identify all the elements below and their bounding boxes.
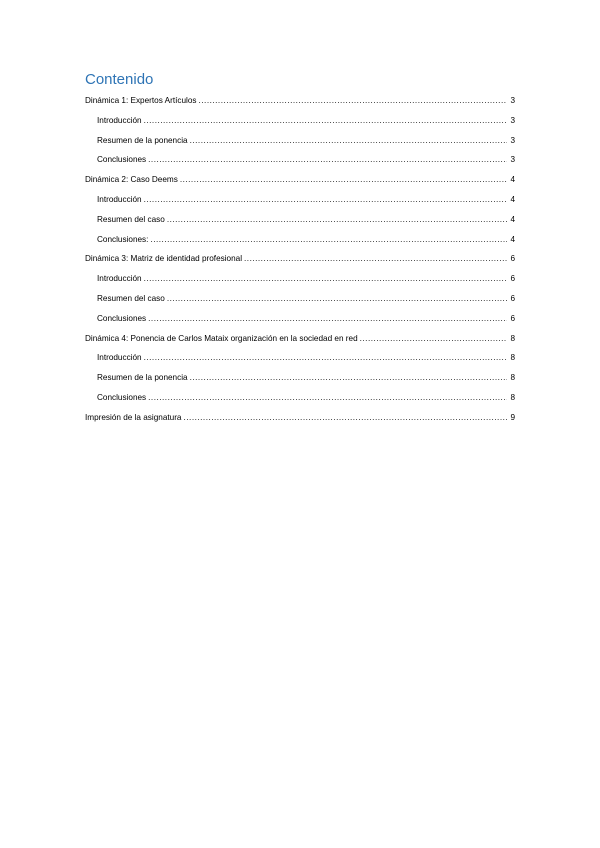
toc-entry-section[interactable] xyxy=(85,329,515,349)
toc-page-number: 4 xyxy=(510,234,515,244)
toc-entry-subsection[interactable] xyxy=(85,111,515,131)
toc-dot-leader xyxy=(244,249,507,269)
toc-entry-subsection[interactable] xyxy=(85,131,515,151)
toc-entry-subsection[interactable] xyxy=(85,210,515,230)
toc-entry-text: Introducción xyxy=(97,194,142,204)
toc-dot-leader xyxy=(144,190,507,210)
toc-entry-text: Dinámica 4: Ponencia de Carlos Mataix organización en la sociedad en red xyxy=(85,333,358,343)
toc-page-number: 3 xyxy=(510,135,515,145)
toc-entry-subsection[interactable] xyxy=(85,150,515,170)
toc-dot-leader xyxy=(148,309,507,329)
toc-dot-leader xyxy=(167,210,507,230)
toc-dot-leader xyxy=(144,111,507,131)
toc-title: Contenido xyxy=(85,71,154,88)
toc-entry-text: Impresión de la asignatura xyxy=(85,412,182,422)
toc-entry-text: Conclusiones xyxy=(97,313,147,323)
toc-page-number: 8 xyxy=(510,373,515,383)
toc-page-number: 6 xyxy=(510,254,515,264)
toc-page-number: 3 xyxy=(510,96,515,105)
toc-dot-leader xyxy=(184,408,508,428)
toc-entry-subsection[interactable] xyxy=(85,388,515,408)
toc-entry-text: Resumen de la ponencia xyxy=(97,373,188,383)
toc-dot-leader xyxy=(144,269,507,289)
toc-page-number: 6 xyxy=(510,274,515,284)
toc-entry-text: Introducción xyxy=(97,353,142,363)
toc-entry-subsection[interactable] xyxy=(85,230,515,250)
toc-dot-leader xyxy=(190,368,507,388)
toc-entry-section[interactable] xyxy=(85,170,515,190)
toc-dot-leader xyxy=(150,230,507,250)
toc-entry-text: Introducción xyxy=(97,274,142,284)
toc-page-number: 8 xyxy=(510,333,515,343)
toc-dot-leader xyxy=(180,170,507,190)
toc-entry-text: Introducción xyxy=(97,115,142,125)
toc-entry-subsection[interactable] xyxy=(85,269,515,289)
toc-entry-section[interactable] xyxy=(85,91,515,111)
toc-entry-text: Resumen de la ponencia xyxy=(97,135,188,145)
toc-dot-leader xyxy=(199,91,508,111)
toc-page-number: 4 xyxy=(510,194,515,204)
toc-entry-section[interactable] xyxy=(85,408,515,428)
toc-dot-leader xyxy=(190,131,507,151)
toc-entry-section[interactable] xyxy=(85,249,515,269)
toc-entry-text: Resumen del caso xyxy=(97,293,165,303)
toc-dot-leader xyxy=(148,388,507,408)
toc-dot-leader xyxy=(144,348,507,368)
toc-page-number: 6 xyxy=(510,293,515,303)
toc-dot-leader xyxy=(360,329,507,349)
toc-page-number: 8 xyxy=(510,353,515,363)
toc-entry-text: Resumen del caso xyxy=(97,214,165,224)
toc-entry-text: Dinámica 2: Caso Deems xyxy=(85,175,178,185)
toc-dot-leader xyxy=(167,289,507,309)
toc-page-number: 9 xyxy=(510,412,515,422)
toc-entry-text: Conclusiones: xyxy=(97,234,149,244)
toc-entry-text: Conclusiones xyxy=(97,392,147,402)
toc-page-number: 6 xyxy=(510,313,515,323)
toc-entry-subsection[interactable] xyxy=(85,190,515,210)
toc-list xyxy=(85,91,515,428)
toc-entry-text: Dinámica 3: Matriz de identidad profesional xyxy=(85,254,243,264)
toc-entry-subsection[interactable] xyxy=(85,289,515,309)
toc-dot-leader xyxy=(148,150,507,170)
table-of-contents xyxy=(85,70,515,428)
toc-page-number: 4 xyxy=(510,175,515,185)
toc-entry-subsection[interactable] xyxy=(85,309,515,329)
toc-entry-text: Conclusiones xyxy=(97,155,147,165)
toc-page-number: 3 xyxy=(510,115,515,125)
toc-page-number: 8 xyxy=(510,392,515,402)
toc-entry-text: Dinámica 1: Expertos Artículos xyxy=(85,96,197,105)
toc-entry-subsection[interactable] xyxy=(85,368,515,388)
toc-page-number: 4 xyxy=(510,214,515,224)
toc-entry-subsection[interactable] xyxy=(85,348,515,368)
toc-page-number: 3 xyxy=(510,155,515,165)
